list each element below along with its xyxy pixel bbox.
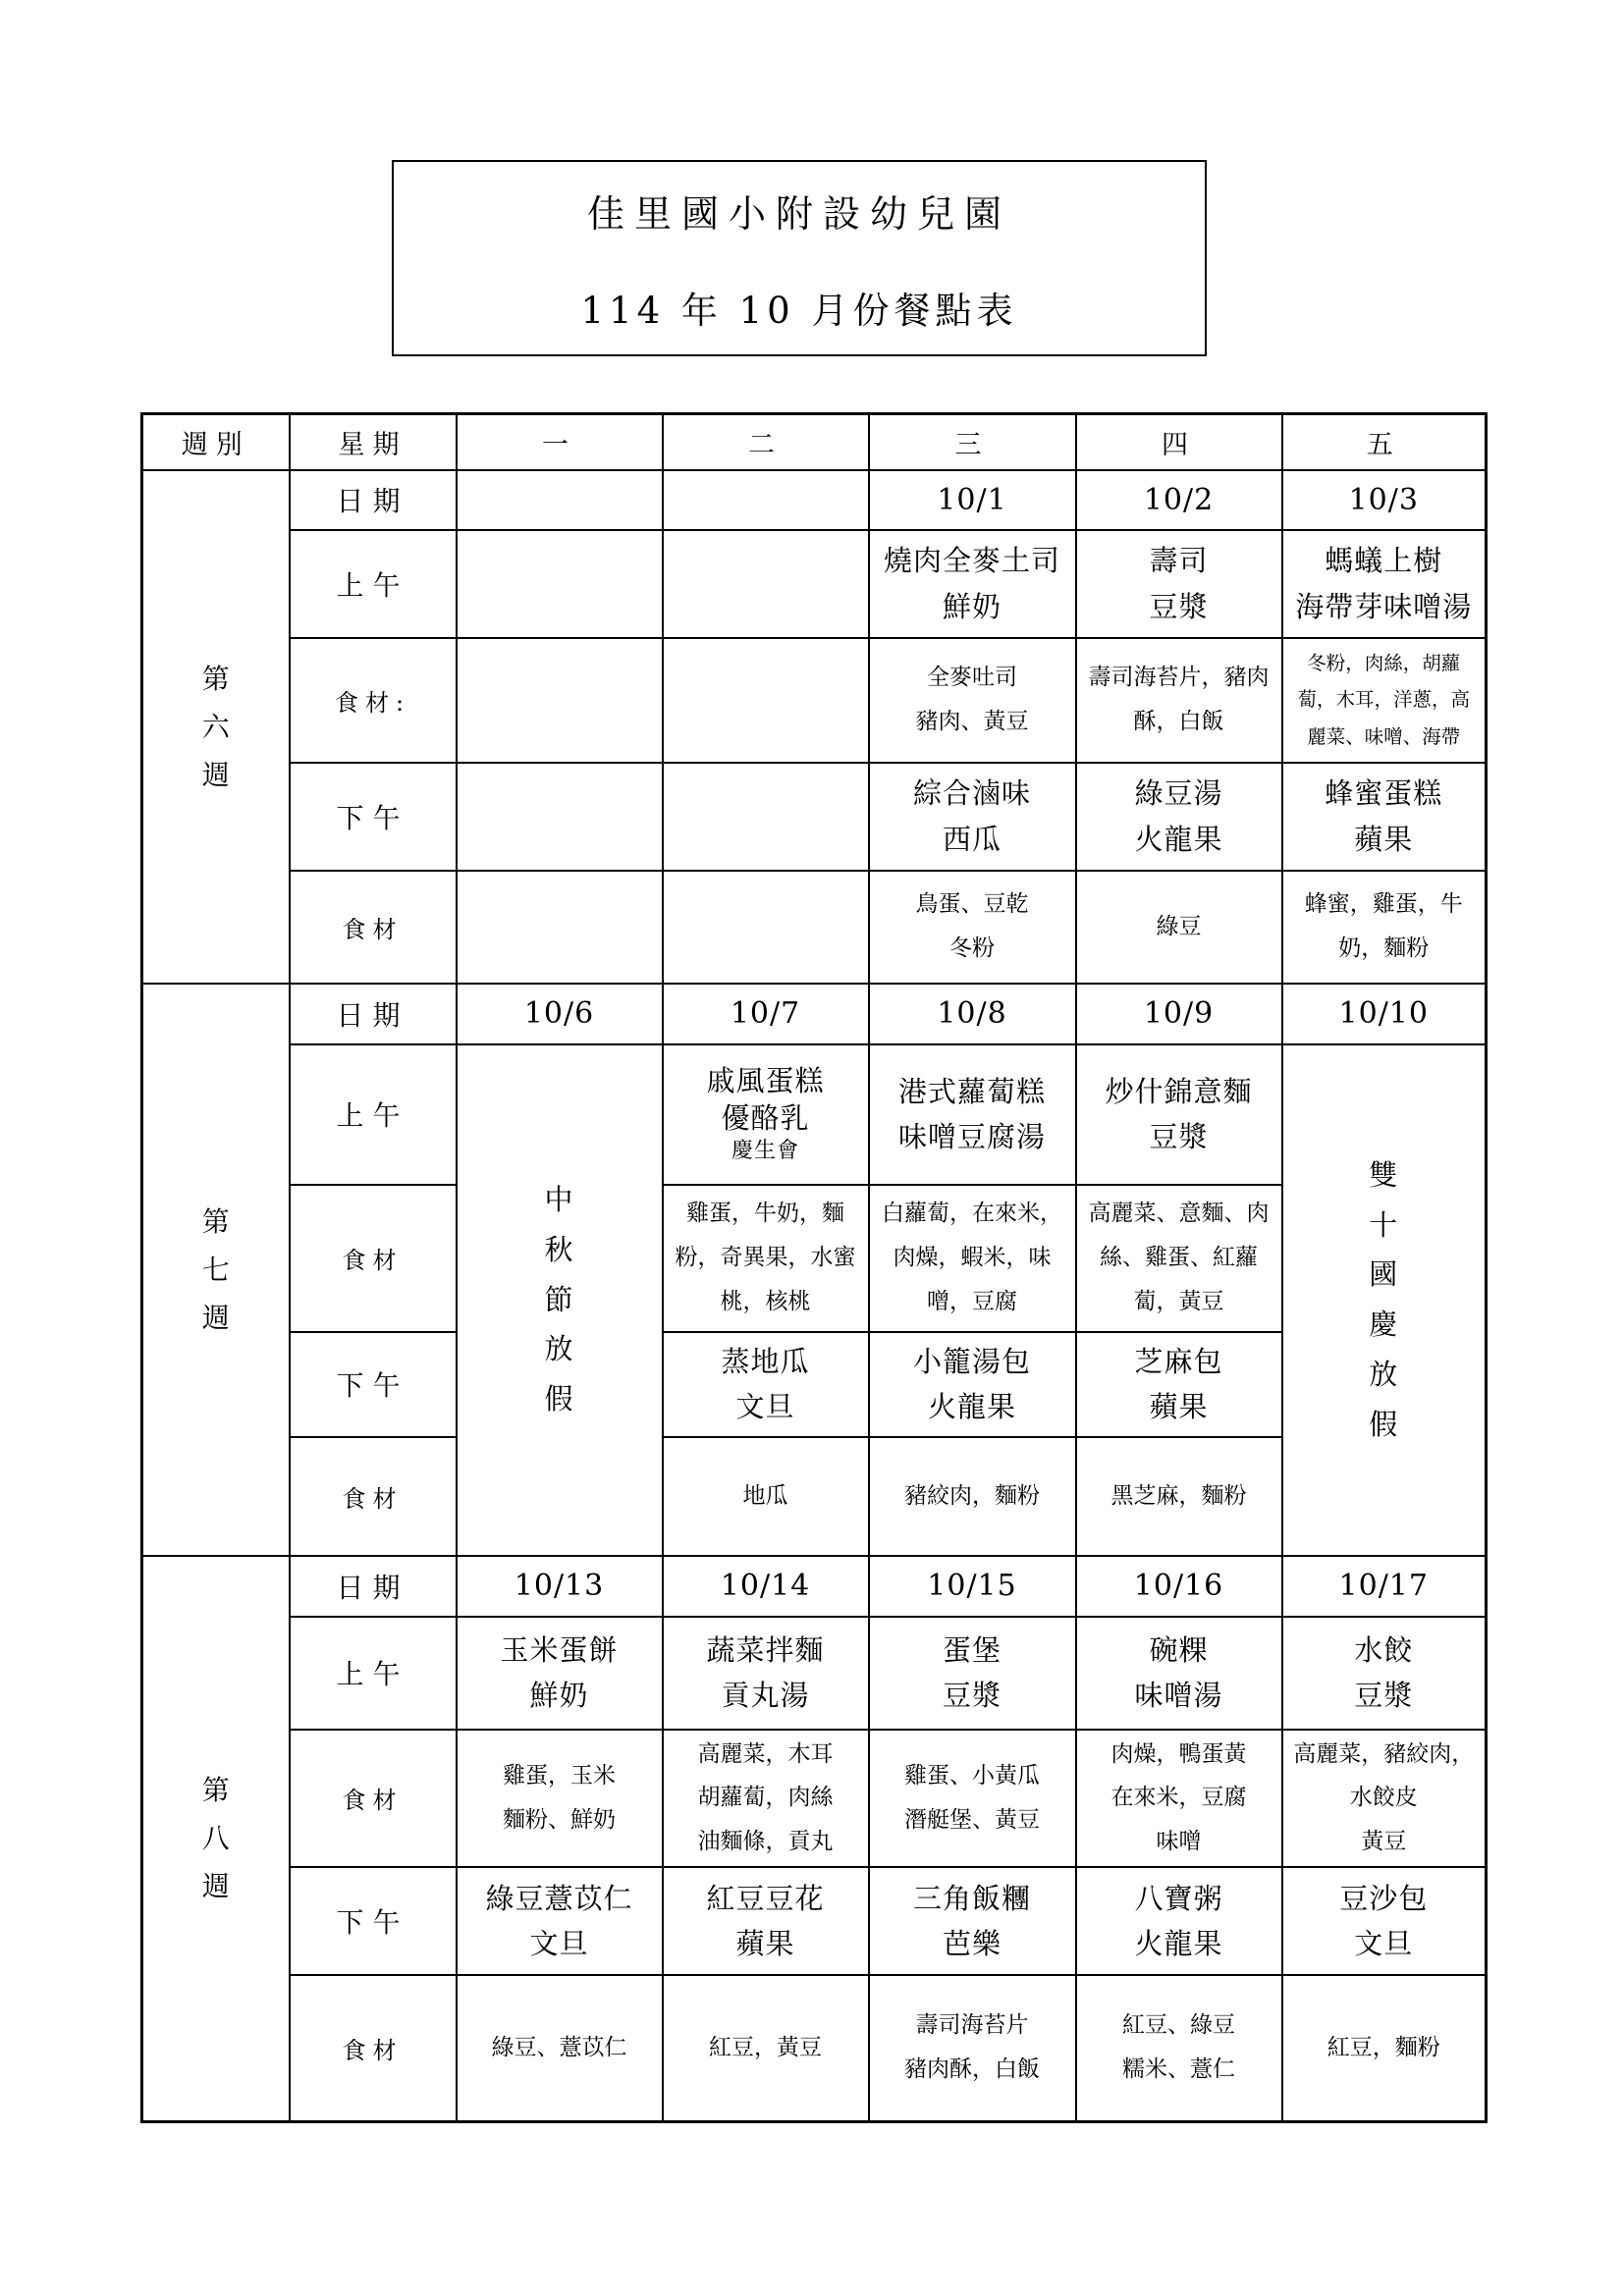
header-day-cell: 五 <box>1282 414 1487 470</box>
meal-cell <box>457 763 663 871</box>
meal-cell: 水餃 豆漿 <box>1282 1617 1487 1730</box>
ingredient-cell: 豬絞肉，麵粉 <box>869 1437 1076 1556</box>
meal-cell: 芝麻包 蘋果 <box>1076 1332 1282 1437</box>
ingredient-cell: 地瓜 <box>663 1437 869 1556</box>
table-row <box>142 1617 1487 1730</box>
vertical-text: 雙 十 國 慶 放 假 <box>1369 1157 1399 1441</box>
meal-cell: 螞蟻上樹 海帶芽味噌湯 <box>1282 530 1487 638</box>
row-label-cell: 日期 <box>290 984 457 1044</box>
date-cell: 10/2 <box>1076 470 1282 530</box>
ingredient-cell: 高麗菜，豬絞肉，水餃皮 黃豆 <box>1282 1730 1487 1868</box>
table-row <box>142 871 1487 984</box>
ingredient-cell: 雞蛋，牛奶，麵粉，奇異果，水蜜桃，核桃 <box>663 1185 869 1332</box>
date-cell <box>663 470 869 530</box>
header-day-cell: 三 <box>869 414 1076 470</box>
table-row <box>142 1867 1487 1975</box>
meal-cell: 綜合滷味 西瓜 <box>869 763 1076 871</box>
meal-cell: 蛋堡 豆漿 <box>869 1617 1076 1730</box>
week-label-cell <box>142 470 290 984</box>
date-cell <box>457 470 663 530</box>
ingredient-cell <box>457 871 663 984</box>
table-row <box>142 763 1487 871</box>
meal-cell: 紅豆豆花 蘋果 <box>663 1867 869 1975</box>
date-cell: 10/16 <box>1076 1556 1282 1617</box>
menu-table <box>140 412 1488 2123</box>
table-row <box>142 638 1487 763</box>
meal-note: 慶生會 <box>731 1139 799 1164</box>
meal-cell: 蔬菜拌麵 貢丸湯 <box>663 1617 869 1730</box>
row-label-cell: 下午 <box>290 763 457 871</box>
ingredient-cell: 高麗菜，木耳 胡蘿蔔，肉絲 油麵條，貢丸 <box>663 1730 869 1868</box>
date-cell: 10/9 <box>1076 984 1282 1044</box>
table-row <box>142 1730 1487 1868</box>
ingredient-cell: 冬粉，肉絲，胡蘿蔔，木耳，洋蔥，高麗菜、味噌、海帶 <box>1282 638 1487 763</box>
date-cell: 10/1 <box>869 470 1076 530</box>
meal-cell: 八寶粥 火龍果 <box>1076 1867 1282 1975</box>
table-row <box>142 470 1487 530</box>
ingredient-cell: 壽司海苔片 豬肉酥，白飯 <box>869 1975 1076 2121</box>
meal-cell: 蜂蜜蛋糕 蘋果 <box>1282 763 1487 871</box>
row-label-cell: 日期 <box>290 1556 457 1617</box>
meal-cell: 豆沙包 文旦 <box>1282 1867 1487 1975</box>
date-cell: 10/8 <box>869 984 1076 1044</box>
meal-cell: 蒸地瓜 文旦 <box>663 1332 869 1437</box>
week-label-cell <box>142 1556 290 2122</box>
meal-cell: 戚風蛋糕 優酪乳 慶生會 <box>663 1044 869 1185</box>
meal-cell: 綠豆湯 火龍果 <box>1076 763 1282 871</box>
title-box <box>392 160 1207 356</box>
meal-cell: 壽司 豆漿 <box>1076 530 1282 638</box>
ingredient-cell: 白蘿蔔，在來米，肉燥，蝦米，味噌，豆腐 <box>869 1185 1076 1332</box>
ingredient-cell: 紅豆、綠豆 糯米、薏仁 <box>1076 1975 1282 2121</box>
row-label-cell: 食材: <box>290 638 457 763</box>
date-cell: 10/17 <box>1282 1556 1487 1617</box>
date-cell: 10/3 <box>1282 470 1487 530</box>
row-label-cell: 食材 <box>290 1975 457 2121</box>
meal-cell: 玉米蛋餅 鮮奶 <box>457 1617 663 1730</box>
table-row <box>142 530 1487 638</box>
ingredient-cell: 綠豆 <box>1076 871 1282 984</box>
menu-table-container <box>140 412 1488 2123</box>
header-week-col: 週別 <box>142 414 290 470</box>
table-row <box>142 984 1487 1044</box>
row-label-cell: 上午 <box>290 1617 457 1730</box>
date-cell: 10/7 <box>663 984 869 1044</box>
vertical-text: 第 八 週 <box>201 1774 230 1903</box>
row-label-cell: 下午 <box>290 1332 457 1437</box>
month-title: 114 年 10 月份餐點表 <box>580 289 1018 332</box>
row-label-cell: 食材 <box>290 1437 457 1556</box>
table-row <box>142 1556 1487 1617</box>
header-weekday-col: 星期 <box>290 414 457 470</box>
row-label-cell: 食材 <box>290 871 457 984</box>
row-label-cell: 食材 <box>290 1185 457 1332</box>
ingredient-cell: 肉燥，鴨蛋黃 在來米，豆腐 味噌 <box>1076 1730 1282 1868</box>
ingredient-cell: 壽司海苔片，豬肉酥，白飯 <box>1076 638 1282 763</box>
ingredient-cell: 全麥吐司 豬肉、黃豆 <box>869 638 1076 763</box>
row-label-cell: 食材 <box>290 1730 457 1868</box>
ingredient-cell: 高麗菜、意麵、肉絲、雞蛋、紅蘿蔔，黃豆 <box>1076 1185 1282 1332</box>
ingredient-cell: 雞蛋、小黃瓜 潛艇堡、黃豆 <box>869 1730 1076 1868</box>
ingredient-cell: 紅豆，麵粉 <box>1282 1975 1487 2121</box>
date-cell: 10/15 <box>869 1556 1076 1617</box>
meal-cell: 小籠湯包 火龍果 <box>869 1332 1076 1437</box>
ingredient-cell <box>663 871 869 984</box>
meal-cell: 碗粿 味噌湯 <box>1076 1617 1282 1730</box>
header-row <box>142 414 1487 470</box>
header-day-cell: 一 <box>457 414 663 470</box>
week-label-cell <box>142 984 290 1556</box>
date-cell: 10/10 <box>1282 984 1487 1044</box>
meal-cell: 港式蘿蔔糕 味噌豆腐湯 <box>869 1044 1076 1185</box>
row-label-cell: 上午 <box>290 1044 457 1185</box>
ingredient-cell <box>457 638 663 763</box>
row-label-cell: 下午 <box>290 1867 457 1975</box>
meal-cell: 炒什錦意麵 豆漿 <box>1076 1044 1282 1185</box>
vertical-text: 第 六 週 <box>201 662 230 791</box>
meal-cell <box>457 530 663 638</box>
date-cell: 10/13 <box>457 1556 663 1617</box>
ingredient-cell: 鳥蛋、豆乾 冬粉 <box>869 871 1076 984</box>
ingredient-cell: 綠豆、薏苡仁 <box>457 1975 663 2121</box>
header-day-cell: 四 <box>1076 414 1282 470</box>
vertical-text: 中 秋 節 放 假 <box>544 1183 574 1416</box>
ingredient-cell: 蜂蜜，雞蛋，牛奶，麵粉 <box>1282 871 1487 984</box>
date-cell: 10/6 <box>457 984 663 1044</box>
row-label-cell: 日期 <box>290 470 457 530</box>
ingredient-cell: 雞蛋，玉米 麵粉、鮮奶 <box>457 1730 663 1868</box>
ingredient-cell: 紅豆，黃豆 <box>663 1975 869 2121</box>
ingredient-cell <box>663 638 869 763</box>
header-day-cell: 二 <box>663 414 869 470</box>
meal-cell: 綠豆薏苡仁 文旦 <box>457 1867 663 1975</box>
school-title: 佳里國小附設幼兒園 <box>586 191 1011 236</box>
holiday-cell <box>457 1044 663 1556</box>
vertical-text: 第 七 週 <box>201 1204 230 1334</box>
ingredient-cell: 黑芝麻，麵粉 <box>1076 1437 1282 1556</box>
row-label-cell: 上午 <box>290 530 457 638</box>
date-cell: 10/14 <box>663 1556 869 1617</box>
meal-cell: 燒肉全麥土司 鮮奶 <box>869 530 1076 638</box>
holiday-cell <box>1282 1044 1487 1556</box>
meal-cell <box>663 530 869 638</box>
table-row <box>142 1044 1487 1185</box>
table-row <box>142 1975 1487 2121</box>
meal-cell: 三角飯糰 芭樂 <box>869 1867 1076 1975</box>
meal-cell <box>663 763 869 871</box>
